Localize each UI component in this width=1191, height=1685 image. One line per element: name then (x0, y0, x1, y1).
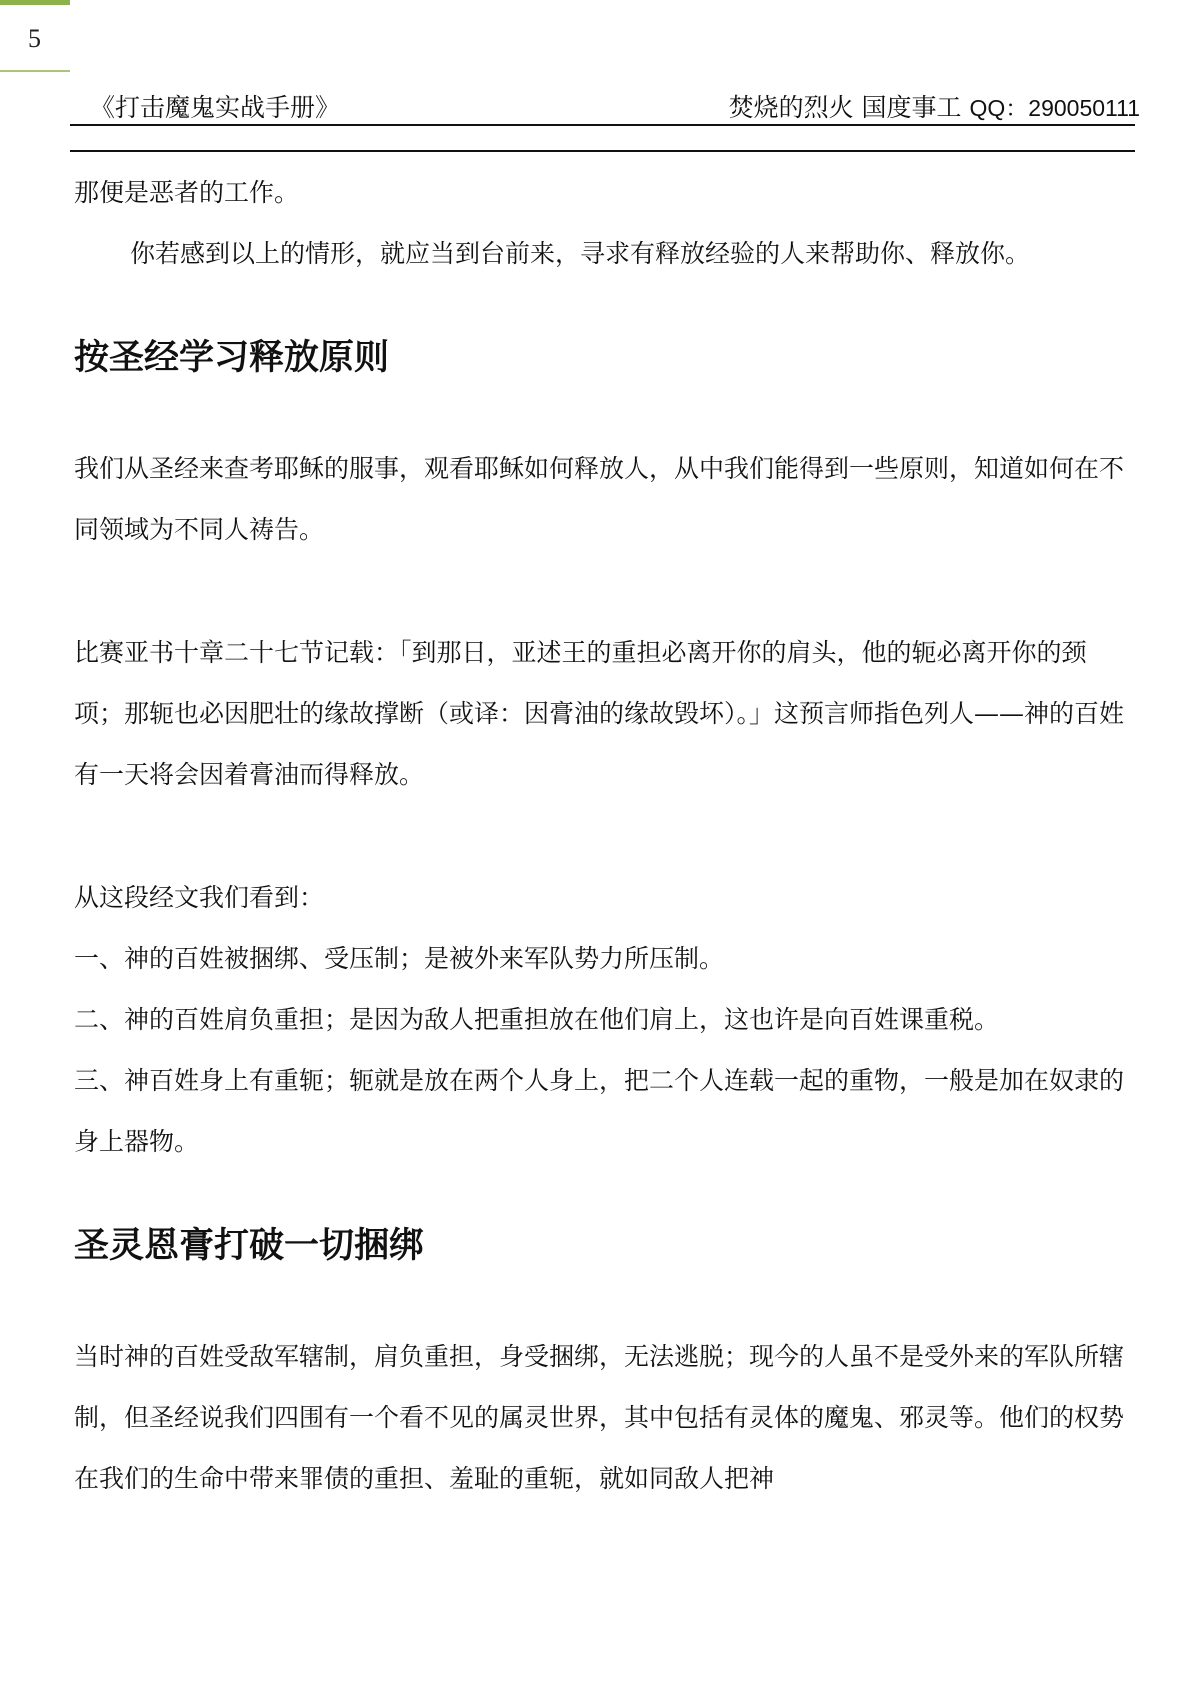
header-rule (70, 124, 1135, 126)
section-heading: 圣灵恩膏打破一切捆绑 (74, 1226, 425, 1266)
list-item: 三、神百姓身上有重轭；轭就是放在两个人身上，把二个人连载一起的重物，一般是加在奴隶的身上器物。 (74, 1066, 1125, 1156)
paragraph: 我们从圣经来查考耶稣的服事，观看耶稣如何释放人，从中我们能得到一些原则，知道如何在不同领域为不同人祷告。 (74, 454, 1125, 544)
paragraph: 那便是恶者的工作。 (74, 178, 300, 207)
header-title: 《打击魔鬼实战手册》 (90, 93, 341, 122)
paragraph: 当时神的百姓受敌军辖制，肩负重担，身受捆绑，无法逃脱；现今的人虽不是受外来的军队所辖制，但圣经说我们四围有一个看不见的属灵世界，其中包括有灵体的魔鬼、邪灵等。他们的权势在我们的生命中带来罪债的重担、羞耻的重轭，就如同敌人把神 (74, 1342, 1125, 1493)
header-qq: QQ：290050111 (969, 95, 1140, 121)
section-heading: 按圣经学习释放原则 (74, 338, 390, 378)
page-accent-bar (0, 0, 70, 5)
list-item: 一、神的百姓被捆绑、受压制；是被外来军队势力所压制。 (74, 944, 725, 973)
header-author-text: 焚烧的烈火 国度事工 (728, 93, 970, 122)
paragraph: 比赛亚书十章二十七节记载：「到那日，亚述王的重担必离开你的肩头，他的轭必离开你的颈项；那轭也必因肥壮的缘故撑断（或译：因膏油的缘故毁坏）。」这预言师指色列人——神的百姓有一天将会因着膏油而得释放。 (74, 638, 1125, 789)
paragraph: 你若感到以上的情形，就应当到台前来，寻求有释放经验的人来帮助你、释放你。 (130, 239, 1031, 268)
page-accent-line (0, 70, 70, 72)
page-number: 5 (28, 24, 41, 53)
paragraph: 从这段经文我们看到： (74, 883, 325, 912)
list-item: 二、神的百姓肩负重担；是因为敌人把重担放在他们肩上，这也许是向百姓课重税。 (74, 1005, 1000, 1034)
header-rule-lower (70, 150, 1135, 152)
header-author (729, 88, 1140, 124)
running-header (70, 88, 1140, 128)
page-body (74, 162, 1134, 1509)
